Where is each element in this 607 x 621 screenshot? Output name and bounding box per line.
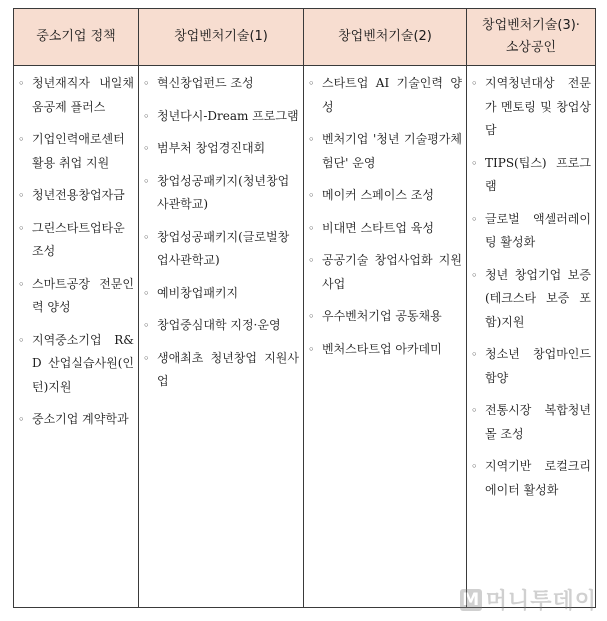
column-cell-startup-venture-3-small-business [467, 66, 596, 608]
list-item: ◦ 청년전용창업자금 [18, 184, 134, 208]
list-item: ◦ 생애최초 청년창업 지원사업 [143, 347, 299, 394]
list-item: ◦ 혁신창업펀드 조성 [143, 72, 299, 96]
body-row [14, 66, 596, 608]
policy-list [471, 72, 591, 502]
list-item: ◦ 글로벌 액셀러레이팅 활성화 [471, 208, 591, 255]
publisher-watermark-text: 머니투데이 [485, 589, 597, 614]
list-item: ◦ 기업인력애로센터 활용 취업 지원 [18, 128, 134, 175]
column-header-sme-policy: 중소기업 정책 [14, 9, 139, 66]
policy-table [13, 8, 596, 608]
list-item: ◦ 그린스타트업타운 조성 [18, 217, 134, 264]
policy-list [143, 72, 299, 394]
list-item: ◦ 창업중심대학 지정·운영 [143, 314, 299, 338]
column-header-startup-venture-3-small-business [467, 9, 596, 66]
list-item: ◦ 공공기술 창업사업화 지원사업 [308, 249, 462, 296]
column-cell-startup-venture-2 [304, 66, 467, 608]
column-header-startup-venture-1: 창업벤처기술(1) [139, 9, 304, 66]
column-cell-startup-venture-1 [139, 66, 304, 608]
list-item: ◦ 청소년 창업마인드 함양 [471, 343, 591, 390]
policy-list [308, 72, 462, 361]
list-item: ◦ 예비창업패키지 [143, 282, 299, 306]
header-line: 창업벤처기술(3)· [482, 18, 580, 33]
list-item: ◦ 메이커 스페이스 조성 [308, 184, 462, 208]
list-item: ◦ 지역기반 로컬크리에이터 활성화 [471, 455, 591, 502]
list-item: ◦ 전통시장 복합청년몰 조성 [471, 399, 591, 446]
policy-list [18, 72, 134, 432]
column-cell-sme-policy [14, 66, 139, 608]
header-row [14, 9, 596, 66]
list-item: ◦ 범부처 창업경진대회 [143, 137, 299, 161]
list-item: ◦ 중소기업 계약학과 [18, 408, 134, 432]
header-line: 소상공인 [505, 40, 557, 55]
list-item: ◦ 스타트업 AI 기술인력 양성 [308, 72, 462, 119]
column-header-startup-venture-2: 창업벤처기술(2) [304, 9, 467, 66]
list-item: ◦ 지역중소기업 R&D 산업실습사원(인턴)지원 [18, 329, 134, 400]
list-item: ◦ 지역청년대상 전문가 멘토링 및 창업상담 [471, 72, 591, 143]
list-item: ◦ 비대면 스타트업 육성 [308, 217, 462, 241]
list-item: ◦ 우수벤처기업 공동채용 [308, 305, 462, 329]
list-item: ◦ 창업성공패키지(청년창업사관학교) [143, 170, 299, 217]
publisher-logo-icon: M [460, 589, 482, 611]
list-item: ◦ 청년 창업기업 보증(테크스타 보증 포함)지원 [471, 264, 591, 335]
list-item: ◦ 벤처스타트업 아카데미 [308, 338, 462, 362]
publisher-watermark [460, 584, 597, 615]
list-item: ◦ 창업성공패키지(글로벌창업사관학교) [143, 226, 299, 273]
list-item: ◦ 청년재직자 내일채움공제 플러스 [18, 72, 134, 119]
list-item: ◦ 스마트공장 전문인력 양성 [18, 273, 134, 320]
list-item: ◦ 청년다시-Dream 프로그램 [143, 105, 299, 129]
list-item: ◦ TIPS(팁스) 프로그램 [471, 152, 591, 199]
list-item: ◦ 벤처기업 '청년 기술평가체험단' 운영 [308, 128, 462, 175]
